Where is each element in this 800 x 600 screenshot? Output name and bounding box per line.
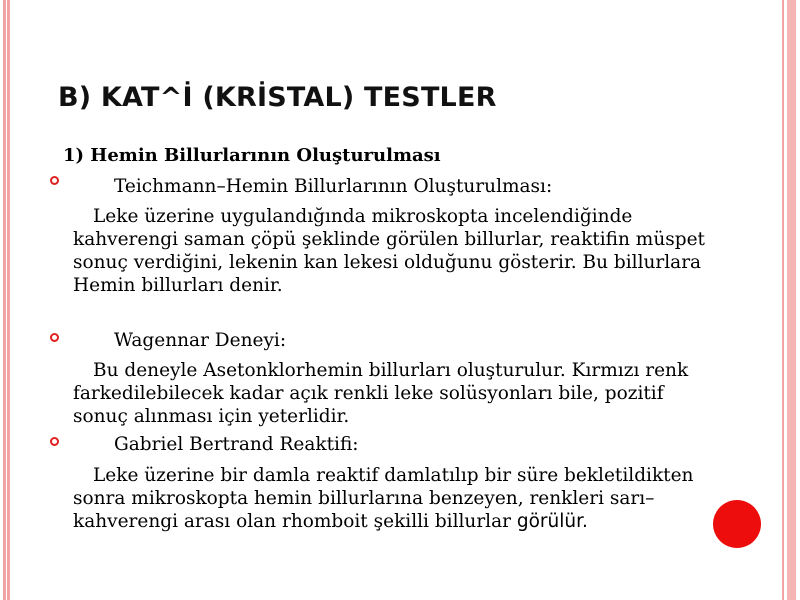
left-border-stripe bbox=[3, 0, 6, 600]
slide-title: B) KAT^İ (KRİSTAL) TESTLER bbox=[58, 82, 497, 113]
section-heading-wagennar: Wagennar Deneyi: bbox=[114, 330, 287, 351]
section-text-gabriel-bertrand bbox=[73, 464, 713, 533]
right-border-stripe-inner bbox=[782, 0, 784, 600]
bullet-circle-icon bbox=[50, 176, 59, 185]
bullet-circle-icon bbox=[50, 437, 59, 446]
section-body: Bu deneyle Asetonklorhemin billurları oluşturulur. Kırmızı renk farkedilebilecek kadar açık renkli leke solüsyonları bile, pozitif sonuç alınması için yeterlidir. bbox=[73, 360, 689, 427]
section-last-word: görülür. bbox=[516, 511, 588, 532]
bullet-circle-icon bbox=[50, 333, 59, 342]
left-border-stripe-inner bbox=[7, 0, 10, 600]
section-body: Leke üzerine bir damla reaktif damlatılıp bir süre bekletildikten sonra mikroskopta hemin billurlarına benzeyen, renkleri sarı–kahverengi arası olan rhomboit şekilli billurlar bbox=[73, 465, 694, 532]
section-heading-gabriel-bertrand: Gabriel Bertrand Reaktifi: bbox=[114, 434, 359, 455]
section-body: Leke üzerine uygulandığında mikroskopta incelendiğinde kahverengi saman çöpü şeklinde görülen billurlar, reaktifin müspet sonuç verdiğini, lekenin kan lekesi olduğunu gösterir. Bu billurlara Hemin billurları denir. bbox=[73, 206, 705, 296]
section-text-wagennar bbox=[73, 359, 713, 428]
section-text-teichmann bbox=[73, 205, 713, 297]
slide-subtitle: 1) Hemin Billurlarının Oluşturulması bbox=[63, 145, 441, 166]
red-circle-decoration bbox=[713, 500, 761, 548]
right-border-stripe bbox=[787, 0, 796, 600]
section-heading-teichmann: Teichmann–Hemin Billurlarının Oluşturulması: bbox=[114, 176, 553, 197]
